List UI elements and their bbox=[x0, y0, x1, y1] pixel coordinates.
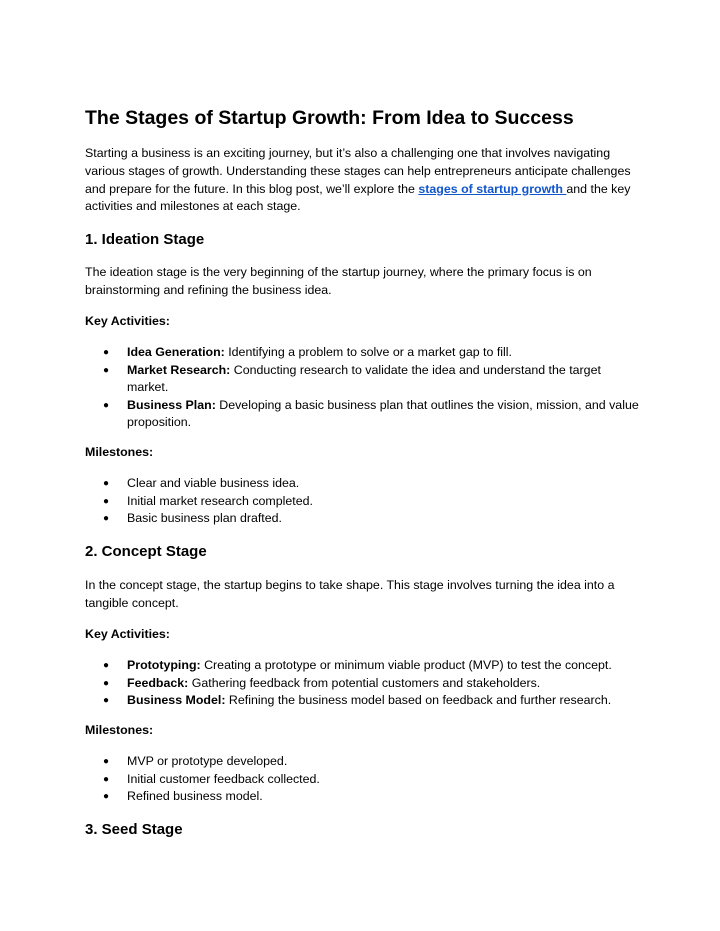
list-item bbox=[85, 397, 645, 432]
activity-term: Business Plan: bbox=[127, 397, 216, 412]
milestone-text: Initial customer feedback collected. bbox=[127, 771, 320, 786]
key-activities-label: Key Activities: bbox=[85, 314, 170, 328]
list-item bbox=[85, 362, 645, 397]
activities-list-ideation bbox=[85, 344, 645, 432]
list-item bbox=[85, 510, 645, 528]
list-item bbox=[85, 344, 645, 362]
stages-of-startup-growth-link[interactable]: stages of startup growth bbox=[418, 181, 567, 196]
activity-term: Feedback: bbox=[127, 675, 189, 690]
milestone-text: MVP or prototype developed. bbox=[127, 754, 288, 768]
milestone-text: Clear and viable business idea. bbox=[127, 476, 300, 490]
bullet-icon: ● bbox=[103, 695, 110, 707]
key-activities-label: Key Activities: bbox=[85, 627, 170, 641]
milestone-text: Refined business model. bbox=[127, 789, 263, 804]
activity-term: Prototyping: bbox=[127, 658, 201, 672]
milestone-text: Basic business plan drafted. bbox=[127, 511, 282, 526]
milestones-list-ideation bbox=[85, 475, 645, 528]
section-description-concept: In the concept stage, the startup begins to take shape. This stage involves turning the idea into a tangible concept. bbox=[85, 578, 615, 610]
activity-text: Identifying a problem to solve or a market gap to fill. bbox=[224, 345, 512, 359]
bullet-icon: ● bbox=[103, 347, 110, 358]
bullet-icon: ● bbox=[103, 791, 110, 803]
intro-paragraph bbox=[85, 145, 645, 216]
activity-term: Market Research: bbox=[127, 362, 231, 377]
activity-term: Business Model: bbox=[127, 693, 226, 708]
intro-text-after-link: and the key activities and milestones at each stage. bbox=[85, 181, 631, 214]
milestones-label: Milestones: bbox=[85, 445, 154, 459]
section-heading-concept: 2. Concept Stage bbox=[85, 543, 207, 560]
milestone-text: Initial market research completed. bbox=[127, 493, 313, 508]
milestones-label: Milestones: bbox=[85, 723, 154, 737]
bullet-icon: ● bbox=[103, 399, 110, 411]
bullet-icon: ● bbox=[103, 478, 110, 489]
activity-text: Developing a basic business plan that outlines the vision, mission, and value proposition. bbox=[127, 397, 639, 430]
bullet-icon: ● bbox=[103, 677, 110, 689]
bullet-icon: ● bbox=[103, 660, 110, 671]
page-title: The Stages of Startup Growth: From Idea to Success bbox=[85, 107, 574, 129]
activities-list-concept bbox=[85, 657, 645, 710]
list-item bbox=[85, 788, 645, 806]
activity-text: Refining the business model based on feedback and further research. bbox=[225, 693, 612, 708]
intro-text-before-link: Starting a business is an exciting journey, but it’s also a challenging one that involves navigating various stages of growth. Understanding these stages can help entrepreneurs anticipate challenges and prepare for the future. In this blog post, we’ll explore the bbox=[85, 146, 631, 196]
section-heading-seed: 3. Seed Stage bbox=[85, 821, 183, 838]
section-heading-ideation: 1. Ideation Stage bbox=[85, 231, 205, 248]
list-item bbox=[85, 657, 645, 675]
bullet-icon: ● bbox=[103, 495, 110, 507]
list-item bbox=[85, 753, 645, 771]
list-item bbox=[85, 692, 645, 710]
list-item bbox=[85, 493, 645, 511]
list-item bbox=[85, 475, 645, 493]
activity-text: Gathering feedback from potential customers and stakeholders. bbox=[188, 675, 541, 690]
bullet-icon: ● bbox=[103, 364, 110, 376]
activity-text: Conducting research to validate the idea and understand the target market. bbox=[127, 362, 601, 395]
section-description-ideation: The ideation stage is the very beginning of the startup journey, where the primary focus is on brainstorming and refining the business idea. bbox=[85, 265, 592, 297]
list-item bbox=[85, 675, 645, 693]
milestones-list-concept bbox=[85, 753, 645, 806]
bullet-icon: ● bbox=[103, 756, 110, 767]
activity-term: Idea Generation: bbox=[127, 345, 225, 359]
bullet-icon: ● bbox=[103, 773, 110, 785]
list-item bbox=[85, 771, 645, 789]
activity-text: Creating a prototype or minimum viable product (MVP) to test the concept. bbox=[200, 658, 612, 672]
bullet-icon: ● bbox=[103, 513, 110, 525]
